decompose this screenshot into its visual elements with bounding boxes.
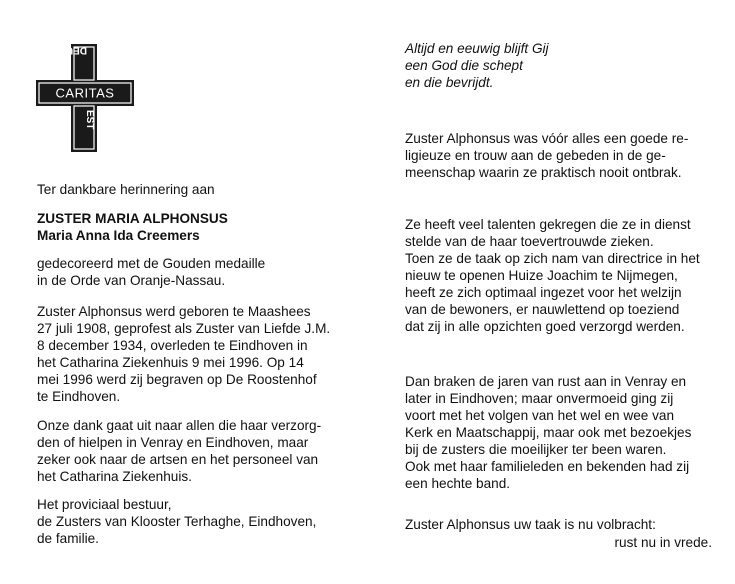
thanks-line: het Catharina Ziekenhuis. [37,469,192,484]
biography-line: 8 december 1934, overleden te Eindhoven in [37,338,308,353]
memorial-paragraph-3 [405,373,712,492]
deceased-civil-name: Maria Anna Ida Creemers [37,228,200,243]
memorial-line: dat zij in alle opzichten goed verzorgd werden. [405,319,685,334]
intro-text: Ter dankbare herinnering aan [37,182,215,197]
deceased-name-block [37,210,357,244]
decoration-line: in de Orde van Oranje-Nassau. [37,273,226,288]
verse-line: Altijd en eeuwig blijft Gij [405,41,549,56]
verse-line: en die bevrijdt. [405,75,494,90]
thanks-line: Onze dank gaat uit naar allen die haar verzorg- [37,418,322,433]
memorial-line: bij de zusters die moeilijker ter been waren. [405,442,667,457]
biography-line: mei 1996 werd zij begraven op De Roostenhof [37,372,317,387]
memorial-line: Toen ze de taak op zich nam van directrice in het [405,251,700,266]
memorial-line: heeft ze zich optimaal ingezet voor het welzijn [405,285,682,300]
memorial-paragraph-1 [405,130,712,181]
memorial-line: van de bewoners, er nauwlettend op toeziend [405,302,680,317]
memorial-line: Zuster Alphonsus was vóór alles een goede re- [405,131,689,146]
memorial-line: meenschap waarin ze praktisch nooit ontbrak. [405,165,682,180]
memorial-line: Ze heeft veel talenten gekregen die ze in dienst [405,217,691,232]
biography-line: het Catharina Ziekenhuis 9 mei 1996. Op 14 [37,355,304,370]
thanks-line: den of hielpen in Venray en Eindhoven, maar [37,435,309,450]
memorial-line: Kerk en Maatschappij, maar ook met bezoekjes [405,425,692,440]
memorial-paragraph-2 [405,216,712,335]
decoration-line: gedecoreerd met de Gouden medaille [37,256,266,271]
verse-line: een God die schept [405,58,523,73]
deus-est-caritas-cross-emblem [36,44,134,152]
thanks-paragraph [37,417,357,485]
biography-paragraph [37,303,357,405]
thanks-line: zeker ook naar de artsen en het personeel van [37,452,319,467]
emblem-horizontal-text: CARITAS [55,85,115,101]
memorial-line: ligieuze en trouw aan de gebeden in de ge- [405,148,666,163]
memorial-line: een hechte band. [405,476,511,491]
signature-line: de Zusters van Klooster Terhaghe, Eindhoven, [37,514,317,529]
decoration-paragraph [37,255,357,289]
signature-line: Het proviciaal bestuur, [37,497,172,512]
signature-line: de familie. [37,531,99,546]
signature-paragraph [37,496,357,547]
closing-line: Zuster Alphonsus uw taak is nu volbracht: [405,517,656,532]
biography-line: 27 juli 1908, geprofest als Zuster van Liefde J.M. [37,321,331,336]
verse-paragraph [405,40,712,91]
memorial-line: Dan braken de jaren van rust aan in Venray en [405,374,687,389]
cross-icon [36,44,134,152]
deceased-religious-name: ZUSTER MARIA ALPHONSUS [37,211,228,226]
biography-line: te Eindhoven. [37,389,121,404]
memorial-line: voort met het volgen van het wel en wee van [405,408,675,423]
memorial-line: stelde van de haar toevertrouwde zieken. [405,234,654,249]
memorial-line: nieuw te openen Huize Joachim te Nijmegen, [405,268,678,283]
emblem-vertical-text-bottom: EST [84,110,95,130]
memorial-line: Ook met haar familieleden en bekenden had zij [405,459,690,474]
rest-in-peace-line: rust nu in vrede. [614,535,712,550]
memorial-line: later in Eindhoven; maar onvermoeid ging zij [405,391,674,406]
biography-line: Zuster Alphonsus werd geboren te Maashees [37,304,311,319]
emblem-vertical-text-top: DEUS [59,44,87,56]
